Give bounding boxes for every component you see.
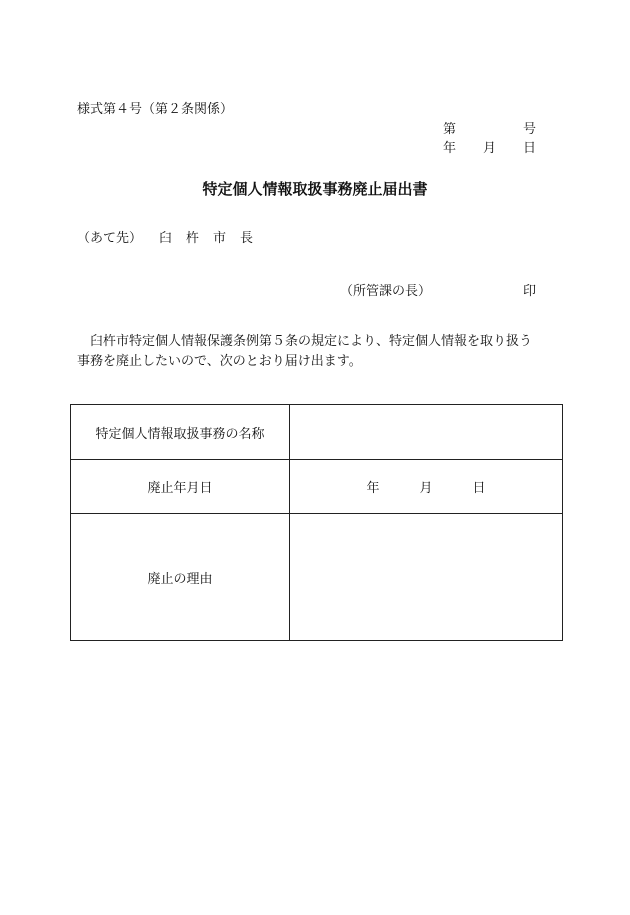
seal-mark: 印 <box>523 284 537 299</box>
addressee-name-char: 杵 <box>186 231 200 246</box>
table-label-name: 特定個人情報取扱事務の名称 <box>71 405 290 460</box>
table-row-date <box>71 460 563 514</box>
addressee-label: （あて先） <box>77 231 143 246</box>
body-text-line: 事務を廃止したいので、次のとおり届け出ます。 <box>77 354 362 369</box>
abolition-day-label: 日 <box>472 481 486 496</box>
addressee-name <box>159 227 267 246</box>
addressee-name-char: 臼 <box>159 231 173 246</box>
date-day-label: 日 <box>523 141 537 156</box>
submitter-label: （所管課の長） <box>340 284 432 299</box>
table-row-name <box>71 405 563 460</box>
table-row-reason <box>71 514 563 641</box>
abolition-month-label: 月 <box>419 481 433 496</box>
date-month-label: 月 <box>483 141 497 156</box>
abolition-year-label: 年 <box>366 481 380 496</box>
abolition-date-parts <box>366 477 485 496</box>
table-field-date[interactable] <box>290 460 563 514</box>
body-text <box>77 332 562 372</box>
table-field-name[interactable] <box>290 405 563 460</box>
body-text-line: 臼杵市特定個人情報保護条例第５条の規定により、特定個人情報を取り扱う <box>90 334 533 349</box>
table-field-reason[interactable] <box>290 514 563 641</box>
addressee-name-char: 市 <box>213 231 227 246</box>
info-table <box>70 404 563 641</box>
date-year-label: 年 <box>443 141 457 156</box>
document-title: 特定個人情報取扱事務廃止届出書 <box>202 180 428 198</box>
table-label-date: 廃止年月日 <box>71 460 290 514</box>
doc-number-suffix: 号 <box>523 122 537 137</box>
form-number: 様式第４号（第２条関係） <box>77 102 234 117</box>
doc-number-prefix: 第 <box>443 122 457 137</box>
table-label-reason: 廃止の理由 <box>71 514 290 641</box>
addressee-name-char: 長 <box>240 231 254 246</box>
